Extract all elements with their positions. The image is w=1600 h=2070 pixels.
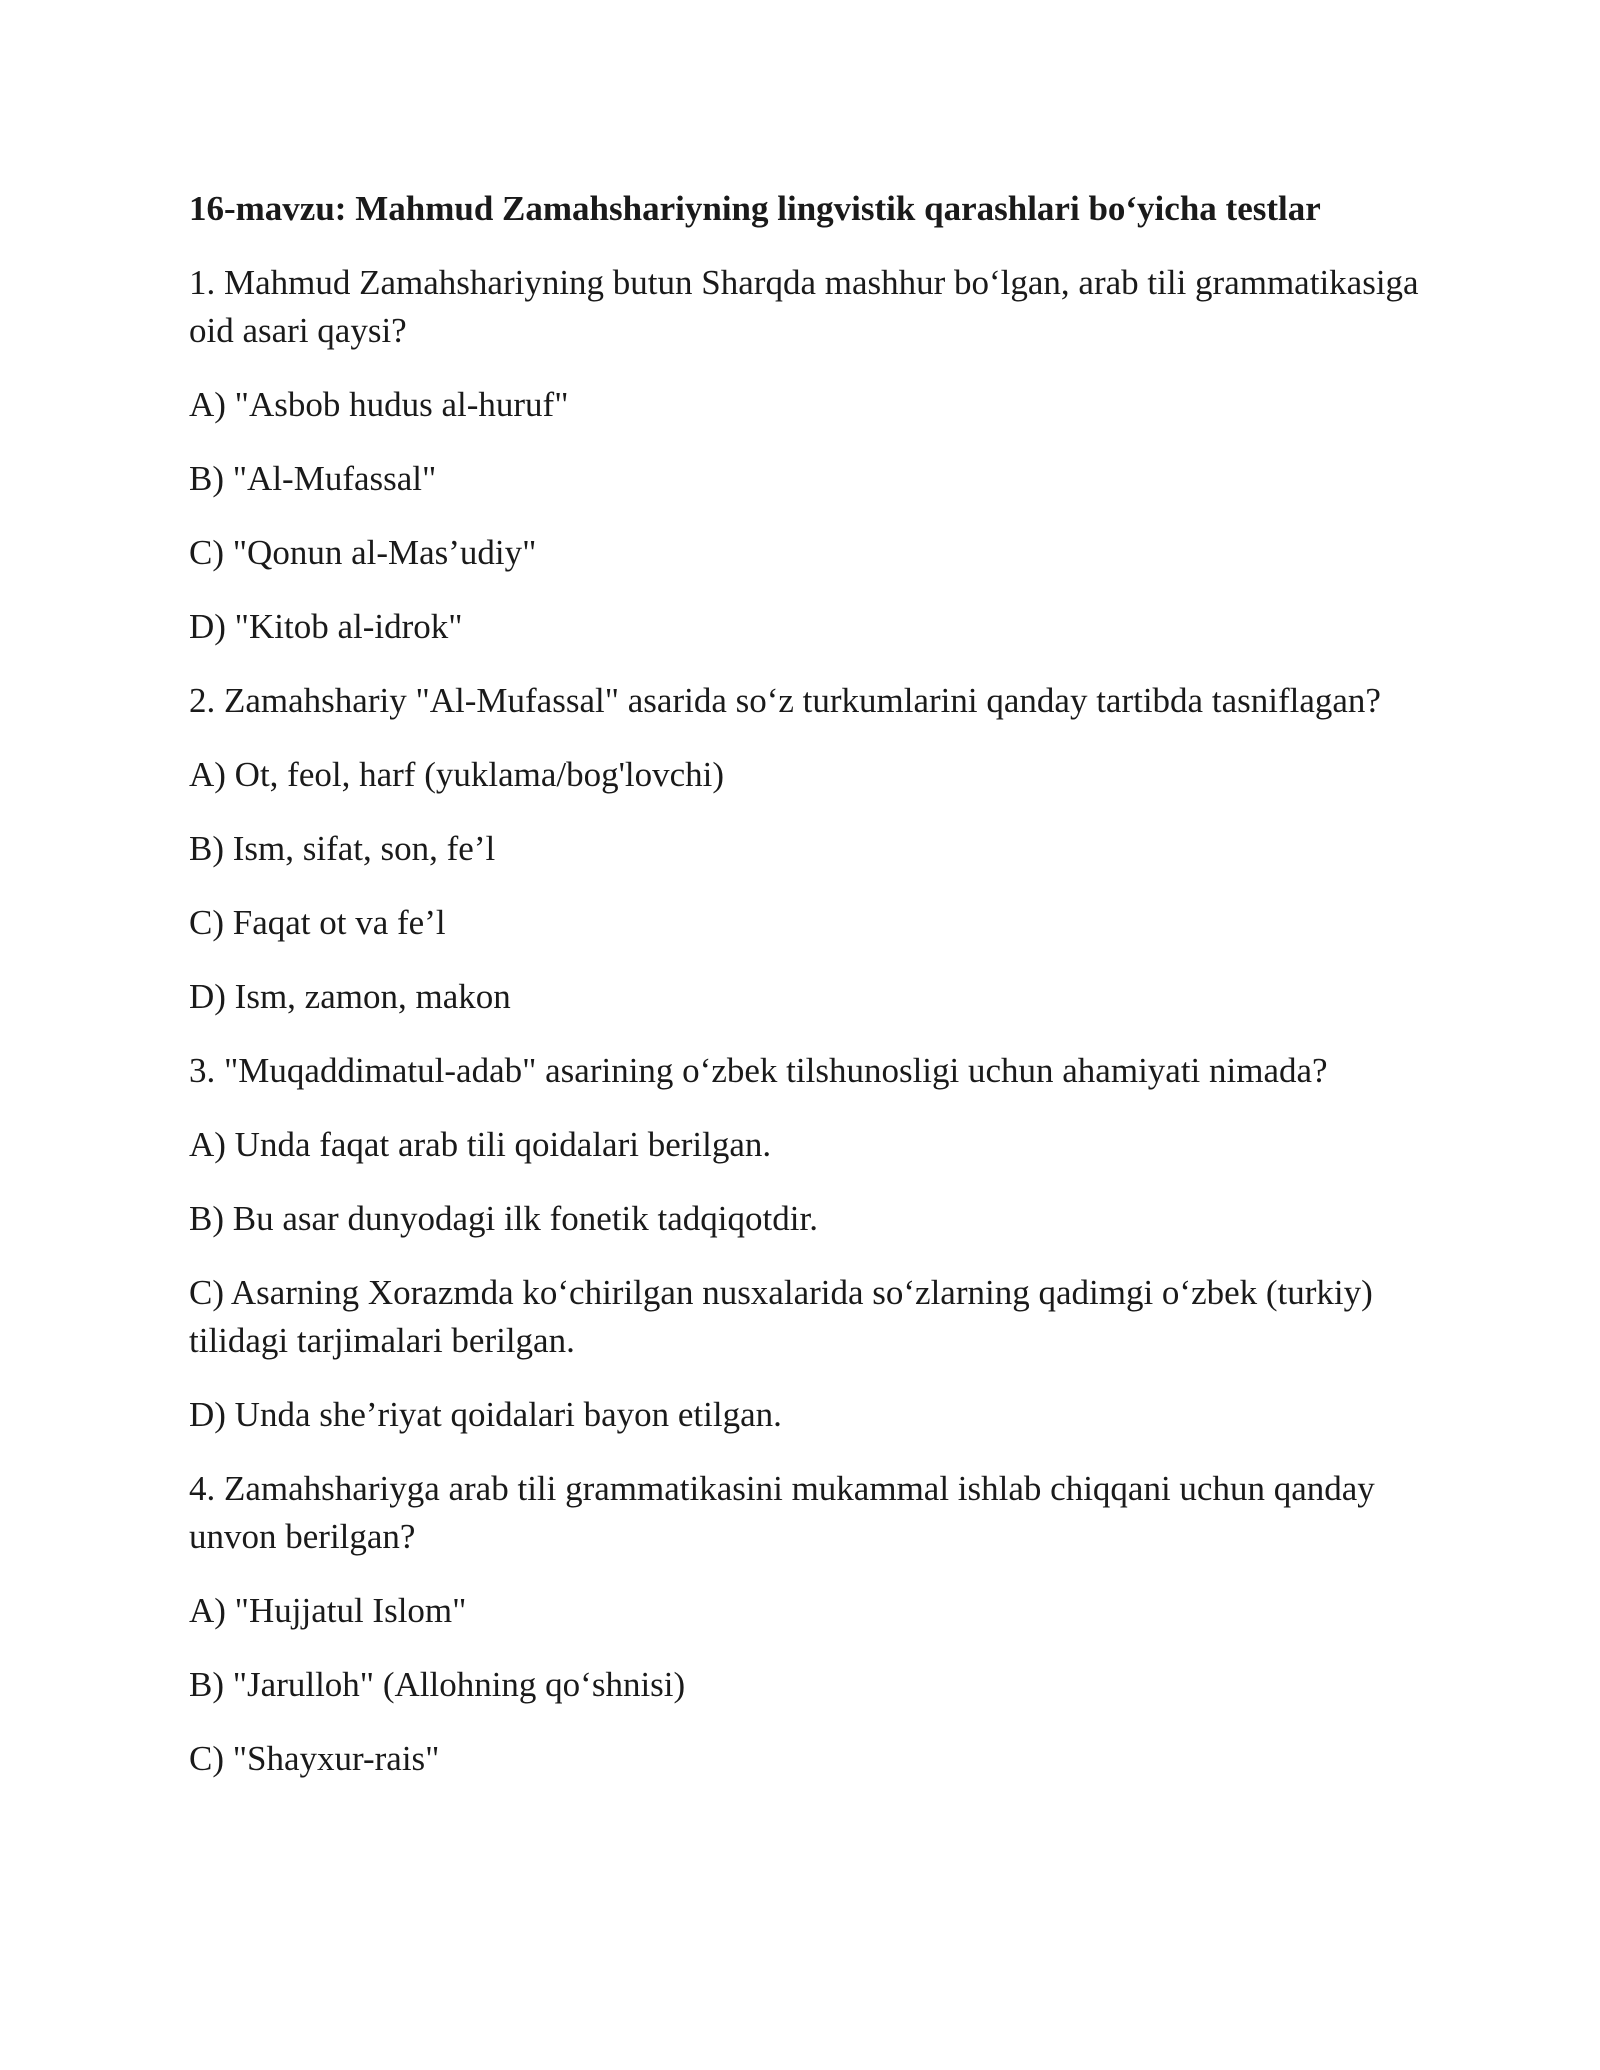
question-text: 3. "Muqaddimatul-adab" asarining o‘zbek tilshunosligi uchun ahamiyati nimada?: [189, 1051, 1328, 1090]
document-content: [189, 185, 1429, 1809]
answer-option: A) "Asbob hudus al-huruf": [189, 385, 569, 424]
answer-option: B) "Al-Mufassal": [189, 459, 437, 498]
answer-option: A) "Hujjatul Islom": [189, 1591, 467, 1630]
question-block: [189, 677, 1429, 1021]
question-block: [189, 1465, 1429, 1783]
answer-option: C) "Shayxur-rais": [189, 1739, 440, 1778]
answer-option: D) "Kitob al-idrok": [189, 607, 463, 646]
answer-option: B) "Jarulloh" (Allohning qo‘shnisi): [189, 1665, 686, 1704]
answer-option: A) Ot, feol, harf (yuklama/bog'lovchi): [189, 755, 725, 794]
question-text: 1. Mahmud Zamahshariyning butun Sharqda mashhur bo‘lgan, arab tili grammatikasiga oid asari qaysi?: [189, 263, 1419, 350]
question-block: [189, 1047, 1429, 1439]
question-text: 2. Zamahshariy "Al-Mufassal" asarida so‘z turkumlarini qanday tartibda tasniflagan?: [189, 681, 1381, 720]
answer-option: C) "Qonun al-Mas’udiy": [189, 533, 537, 572]
question-text: 4. Zamahshariyga arab tili grammatikasini mukammal ishlab chiqqani uchun qanday unvon berilgan?: [189, 1469, 1375, 1556]
answer-option: D) Unda she’riyat qoidalari bayon etilgan.: [189, 1395, 782, 1434]
answer-option: D) Ism, zamon, makon: [189, 977, 511, 1016]
question-block: [189, 259, 1429, 651]
answer-option: A) Unda faqat arab tili qoidalari berilgan.: [189, 1125, 772, 1164]
page-title: 16-mavzu: Mahmud Zamahshariyning lingvistik qarashlari bo‘yicha testlar: [189, 189, 1321, 228]
answer-option: B) Bu asar dunyodagi ilk fonetik tadqiqotdir.: [189, 1199, 818, 1238]
answer-option: C) Asarning Xorazmda ko‘chirilgan nusxalarida so‘zlarning qadimgi o‘zbek (turkiy) tilidagi tarjimalari berilgan.: [189, 1273, 1373, 1360]
answer-option: B) Ism, sifat, son, fe’l: [189, 829, 496, 868]
answer-option: C) Faqat ot va fe’l: [189, 903, 446, 942]
